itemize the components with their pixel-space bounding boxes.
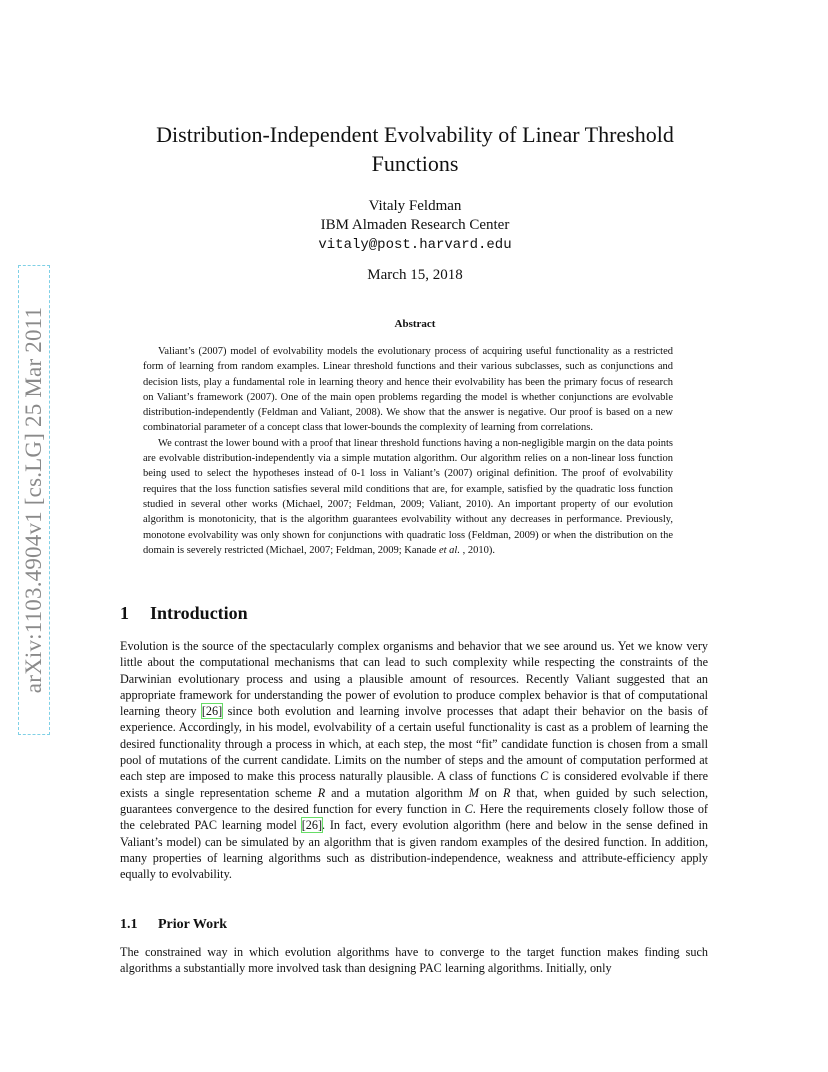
abstract-heading: Abstract [394,318,436,330]
author-affiliation: IBM Almaden Research Center [320,217,510,233]
citation-link[interactable]: [26] [301,818,323,833]
title-line-1: Distribution-Independent Evolvability of Linear Threshold [156,122,674,147]
section-number: 1 [120,603,129,623]
author-name: Vitaly Feldman [368,198,462,214]
section-heading-introduction [120,603,248,624]
subsection-title: Prior Work [158,917,228,932]
introduction-paragraph: Evolution is the source of the spectacularly complex organisms and behavior that we see around us. Yet we know very little about the computational mechanisms that can lead to such complexity while respecting the constraints of the Darwinian evolutionary process and using a plausible amount of resources. Recently Valiant suggested that an appropriate framework for understanding the power of evolution to produce complex behavior is that of computational learning theory [26] since both evolution and learning involve processes that adapt their behavior on the basis of experience. Accordingly, in his model, evolvability of a certain useful functionality is cast as a problem of learning the desired functionality through a process in which, at each step, the most “fit” candidate function is chosen from a small pool of mutations of the current candidate. Limits on the number of steps and the amount of computation performed at each step are imposed to make this process naturally plausible. A class of functions C is considered evolvable if there exists a single representation scheme R and a mutation algorithm M on R that, when guided by such selection, guarantees convergence to the desired function for every function in C. Here the requirements closely follow those of the celebrated PAC learning model [26]. In fact, every evolution algorithm (here and below in the sense defined in Valiant’s model) can be simulated by an algorithm that is given random examples of the desired function. In addition, many properties of learning algorithms such as distribution-independence, weakness and attribute-efficiency apply equally to evolvability. [120,639,709,882]
author-email: vitaly@post.harvard.edu [318,237,512,253]
paper-title [110,120,720,178]
subsection-number: 1.1 [120,917,138,932]
prior-work-paragraph: The constrained way in which evolution algorithms have to converge to the target function makes finding such algorithms a substantially more involved task than designing PAC learning algorithms. Initially, only [120,945,708,976]
citation-link[interactable]: [26] [201,704,223,719]
section-heading-prior-work [120,917,227,933]
title-line-2: Functions [371,151,459,176]
paper-date: March 15, 2018 [367,267,463,283]
abstract-paragraph-2: We contrast the lower bound with a proof that linear threshold functions having a non-negligible margin on the data points are evolvable distribution-independently via a simple mutation algorithm. Our algorithm relies on a non-linear loss function being used to select the hypotheses instead of 0-1 loss in Valiant’s (2007) original definition. The proof of evolvability requires that the loss function satisfies several mild conditions that are, for example, satisfied by the quadratic loss function studied in several other works (Michael, 2007; Feldman, 2009; Valiant, 2010). An important property of our evolution algorithm is monotonicity, that is the algorithm guarantees evolvability without any decreases in performance. Previously, monotone evolvability was only shown for conjunctions with quadratic loss (Feldman, 2009) or when the distribution on the domain is severely restricted (Michael, 2007; Feldman, 2009; Kanade et al. , 2010). [143,437,673,556]
arxiv-stamp [18,265,50,735]
abstract [143,344,673,558]
section-title: Introduction [150,603,248,623]
abstract-paragraph-1: Valiant’s (2007) model of evolvability models the evolutionary process of acquiring useful functionality as a restricted form of learning from random examples. Linear threshold functions and their various subclasses, such as conjunctions and decision lists, play a fundamental role in learning theory and hence their evolvability has been the primary focus of research on Valiant’s framework (2007). One of the main open problems regarding the model is whether conjunctions are evolvable distribution-independently (Feldman and Valiant, 2008). We show that the answer is negative. Our proof is based on a new combinatorial parameter of a concept class that lower-bounds the complexity of learning from correlations. [143,346,673,434]
arxiv-stamp-text: arXiv:1103.4904v1 [cs.LG] 25 Mar 2011 [21,306,46,694]
